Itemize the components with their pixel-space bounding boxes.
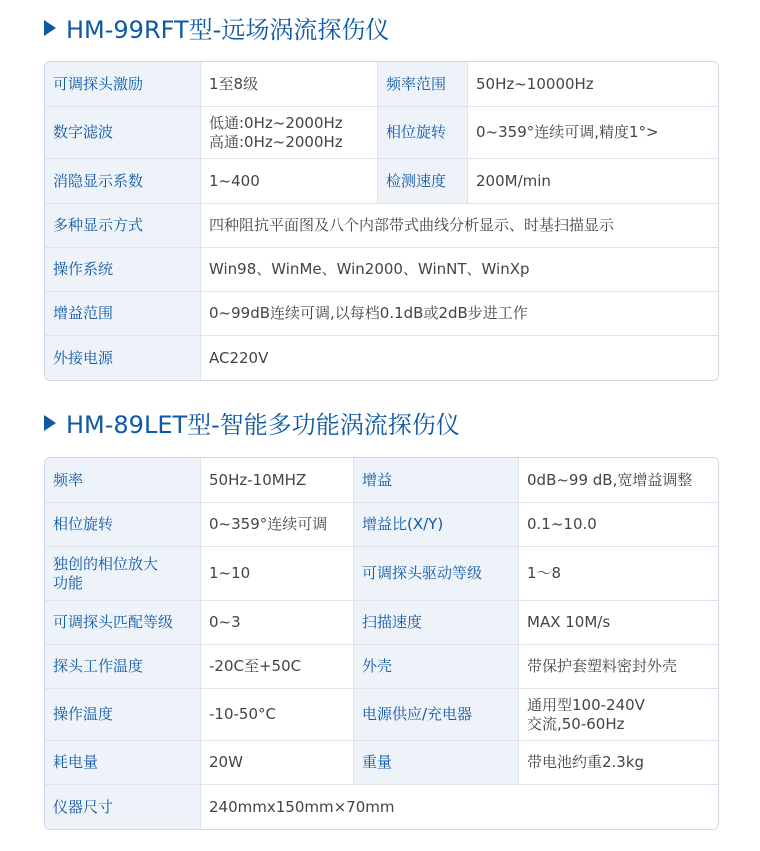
spec-value: 1至8级 — [201, 62, 378, 107]
spec-value: Win98、WinMe、Win2000、WinNT、WinXp — [201, 248, 718, 292]
table-row — [45, 503, 718, 547]
section-1-title-text: HM-99RFT型-远场涡流探伤仪 — [66, 16, 390, 44]
spec-key-line: 功能 — [53, 573, 84, 592]
spec-key: 耗电量 — [45, 741, 201, 785]
spec-key: 检测速度 — [378, 159, 468, 204]
table-row — [45, 645, 718, 689]
table-row — [45, 336, 718, 380]
table-row — [45, 159, 718, 204]
table-row — [45, 689, 718, 741]
spec-value-line: 低通:0Hz~2000Hz — [209, 113, 343, 132]
spec-key: 电源供应/充电器 — [354, 689, 519, 741]
spec-key: 可调探头匹配等级 — [45, 601, 201, 645]
spec-value: 50Hz~10000Hz — [468, 62, 718, 107]
table-row — [45, 62, 718, 107]
spec-key: 可调探头激励 — [45, 62, 201, 107]
spec-value: -10-50°C — [201, 689, 354, 741]
spec-value: 0~359°连续可调,精度1°> — [468, 107, 718, 159]
spec-key: 探头工作温度 — [45, 645, 201, 689]
spec-value: 240mmx150mm×70mm — [201, 785, 718, 829]
spec-key: 增益 — [354, 458, 519, 503]
table-row — [45, 292, 718, 336]
spec-value: 0dB~99 dB,宽增益调整 — [519, 458, 718, 503]
spec-key: 操作系统 — [45, 248, 201, 292]
spec-key: 增益比(X/Y) — [354, 503, 519, 547]
spec-value: 1~10 — [201, 547, 354, 601]
spec-value: 0~99dB连续可调,以每档0.1dB或2dB步进工作 — [201, 292, 718, 336]
spec-key: 操作温度 — [45, 689, 201, 741]
spec-value: AC220V — [201, 336, 718, 380]
spec-table-1 — [44, 61, 719, 381]
spec-value: 带电池约重2.3kg — [519, 741, 718, 785]
triangle-bullet-icon — [44, 20, 56, 36]
spec-key: 频率 — [45, 458, 201, 503]
spec-value: 20W — [201, 741, 354, 785]
spec-value: -20C至+50C — [201, 645, 354, 689]
spec-value: 0~359°连续可调 — [201, 503, 354, 547]
spec-key: 消隐显示系数 — [45, 159, 201, 204]
table-row — [45, 547, 718, 601]
triangle-bullet-icon — [44, 415, 56, 431]
table-row — [45, 248, 718, 292]
table-row — [45, 107, 718, 159]
spec-key: 增益范围 — [45, 292, 201, 336]
table-row — [45, 601, 718, 645]
spec-table-2 — [44, 457, 719, 830]
spec-value: 1～8 — [519, 547, 718, 601]
section-2-title — [44, 405, 460, 440]
table-row — [45, 458, 718, 503]
spec-key: 数字滤波 — [45, 107, 201, 159]
spec-value: 带保护套塑料密封外壳 — [519, 645, 718, 689]
spec-key-line: 独创的相位放大 — [53, 554, 159, 573]
section-1-title — [44, 10, 389, 45]
spec-value: 1~400 — [201, 159, 378, 204]
spec-value-line: 交流,50-60Hz — [527, 714, 625, 733]
spec-key: 相位旋转 — [45, 503, 201, 547]
spec-key: 可调探头驱动等级 — [354, 547, 519, 601]
table-row — [45, 785, 718, 829]
spec-key: 相位旋转 — [378, 107, 468, 159]
spec-key: 重量 — [354, 741, 519, 785]
spec-value — [201, 107, 378, 159]
spec-value: 200M/min — [468, 159, 718, 204]
spec-key: 多种显示方式 — [45, 204, 201, 248]
section-2-title-text: HM-89LET型-智能多功能涡流探伤仪 — [66, 411, 460, 439]
spec-value — [519, 689, 718, 741]
spec-value-line: 通用型100-240V — [527, 695, 645, 714]
spec-key: 外接电源 — [45, 336, 201, 380]
spec-value: 0.1~10.0 — [519, 503, 718, 547]
spec-value: MAX 10M/s — [519, 601, 718, 645]
spec-value-line: 高通:0Hz~2000Hz — [209, 132, 343, 151]
spec-key — [45, 547, 201, 601]
spec-key: 外壳 — [354, 645, 519, 689]
spec-key: 仪器尺寸 — [45, 785, 201, 829]
spec-value: 四种阻抗平面图及八个内部带式曲线分析显示、时基扫描显示 — [201, 204, 718, 248]
spec-key: 扫描速度 — [354, 601, 519, 645]
table-row — [45, 204, 718, 248]
spec-key: 频率范围 — [378, 62, 468, 107]
spec-value: 0~3 — [201, 601, 354, 645]
spec-value: 50Hz-10MHZ — [201, 458, 354, 503]
table-row — [45, 741, 718, 785]
